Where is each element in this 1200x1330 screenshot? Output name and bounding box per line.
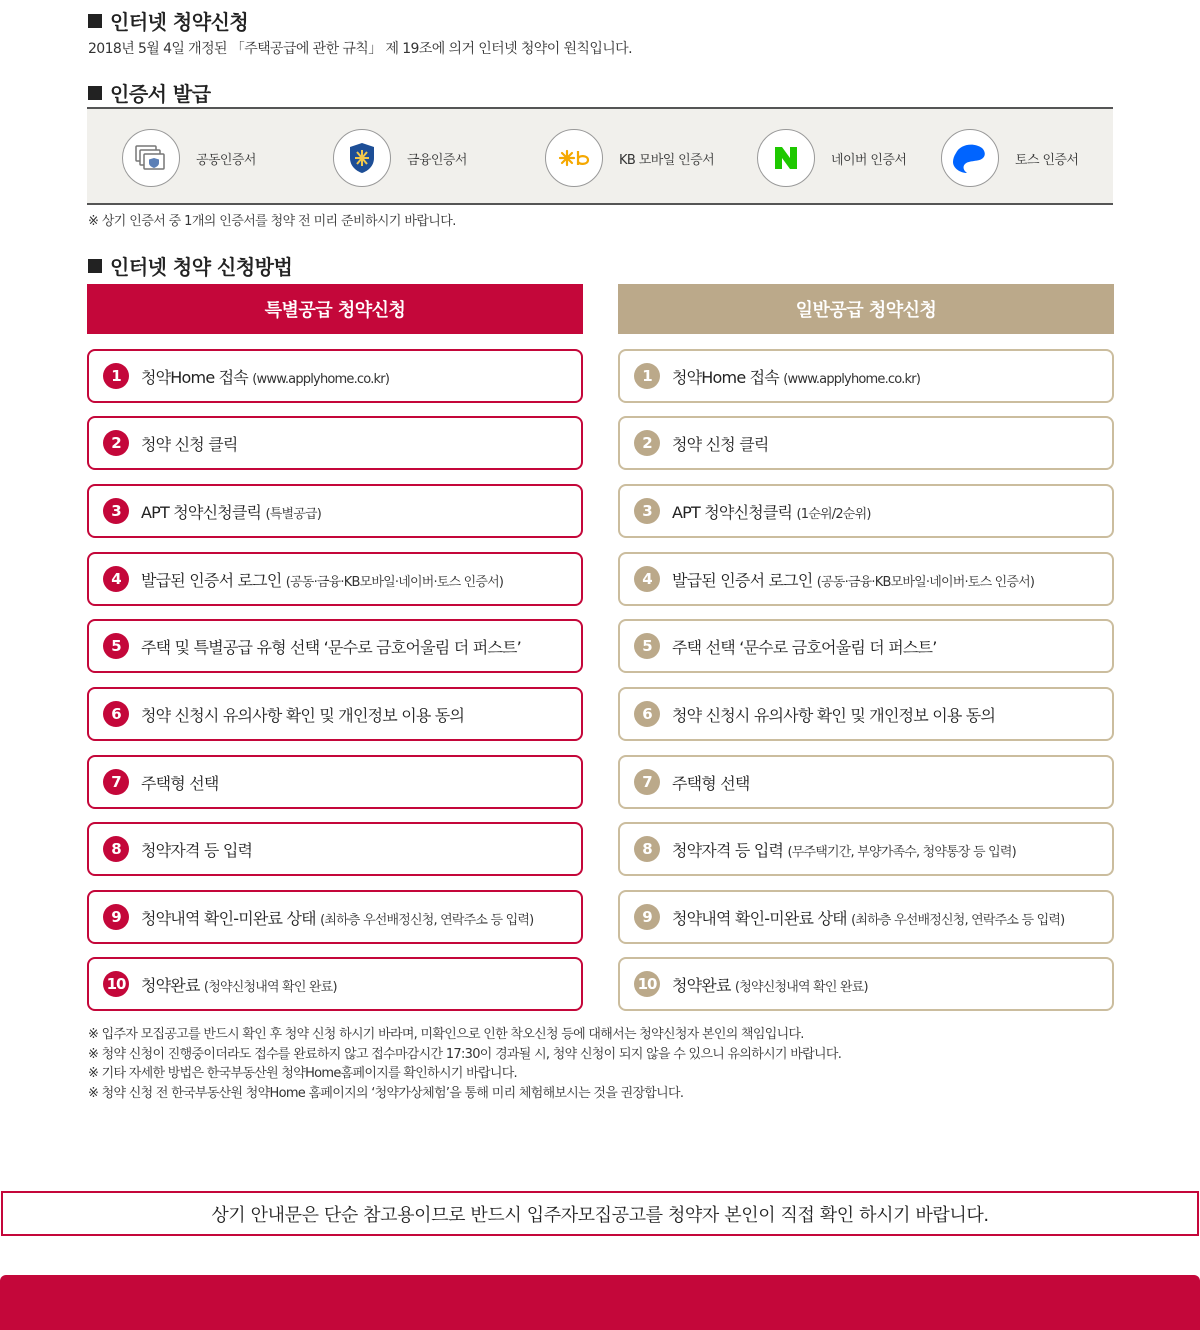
general-step-7: 7 주택형 선택 bbox=[618, 755, 1114, 809]
note-item: ※ 입주자 모집공고를 반드시 확인 후 청약 신청 하시기 바라며, 미확인으로 인한 착오신청 등에 대해서는 청약신청자 본인의 책임입니다. bbox=[88, 1027, 804, 1042]
step-number-badge: 5 bbox=[634, 633, 660, 659]
step-number-badge: 10 bbox=[634, 971, 660, 997]
step-number-badge: 7 bbox=[634, 769, 660, 795]
internet-application-description: 2018년 5월 4일 개정된 「주택공급에 관한 규칙」 제 19조에 의거 인터넷 청약이 원칙입니다. bbox=[88, 41, 632, 57]
step-number-badge: 3 bbox=[634, 498, 660, 524]
special-step-10: 10 청약완료 (청약신청내역 확인 완료) bbox=[87, 957, 583, 1011]
general-step-10: 10 청약완료 (청약신청내역 확인 완료) bbox=[618, 957, 1114, 1011]
step-number-badge: 2 bbox=[103, 430, 129, 456]
method-title: 인터넷 청약 신청방법 bbox=[88, 251, 292, 280]
cert-item-financial: 금융인증서 bbox=[333, 129, 467, 187]
toss-logo-icon bbox=[941, 129, 999, 187]
square-bullet-icon bbox=[88, 86, 102, 100]
step-number-badge: 5 bbox=[103, 633, 129, 659]
special-step-4: 4 발급된 인증서 로그인 (공동·금융·KB모바일·네이버·토스 인증서) bbox=[87, 552, 583, 606]
square-bullet-icon bbox=[88, 14, 102, 28]
step-number-badge: 9 bbox=[634, 904, 660, 930]
certificate-title: 인증서 발급 bbox=[88, 78, 211, 107]
special-step-2: 2 청약 신청 클릭 bbox=[87, 416, 583, 470]
step-number-badge: 6 bbox=[103, 701, 129, 727]
kb-logo-icon bbox=[545, 129, 603, 187]
note-item: ※ 청약 신청 전 한국부동산원 청약Home 홈페이지의 ‘청약가상체험’을 통해 미리 체험해보시는 것을 권장합니다. bbox=[88, 1085, 684, 1101]
step-number-badge: 2 bbox=[634, 430, 660, 456]
disclaimer-box: 상기 안내문은 단순 참고용이므로 반드시 입주자모집공고를 청약자 본인이 직접 확인 하시기 바랍니다. bbox=[1, 1191, 1199, 1236]
cert-item-kb: KB 모바일 인증서 bbox=[545, 129, 714, 187]
special-step-9: 9 청약내역 확인-미완료 상태 (최하층 우선배정신청, 연락주소 등 입력) bbox=[87, 890, 583, 944]
general-step-8: 8 청약자격 등 입력 (무주택기간, 부양가족수, 청약통장 등 입력) bbox=[618, 822, 1114, 876]
note-item: ※ 기타 자세한 방법은 한국부동산원 청약Home홈페이지를 확인하시기 바랍니다. bbox=[88, 1066, 517, 1081]
special-supply-header: 특별공급 청약신청 bbox=[87, 284, 583, 334]
general-supply-header: 일반공급 청약신청 bbox=[618, 284, 1114, 334]
step-number-badge: 6 bbox=[634, 701, 660, 727]
cert-item-joint: 공동인증서 bbox=[122, 129, 256, 187]
step-number-badge: 9 bbox=[103, 904, 129, 930]
step-number-badge: 7 bbox=[103, 769, 129, 795]
step-number-badge: 4 bbox=[103, 566, 129, 592]
naver-logo-icon bbox=[757, 129, 815, 187]
special-step-5: 5 주택 및 특별공급 유형 선택 ‘문수로 금호어울림 더 퍼스트’ bbox=[87, 619, 583, 673]
special-step-1: 1 청약Home 접속 (www.applyhome.co.kr) bbox=[87, 349, 583, 403]
general-step-2: 2 청약 신청 클릭 bbox=[618, 416, 1114, 470]
step-number-badge: 4 bbox=[634, 566, 660, 592]
internet-application-title: 인터넷 청약신청 bbox=[88, 6, 248, 35]
step-number-badge: 10 bbox=[103, 971, 129, 997]
footer-bar bbox=[0, 1275, 1200, 1330]
certificate-note: ※ 상기 인증서 중 1개의 인증서를 청약 전 미리 준비하시기 바랍니다. bbox=[88, 214, 456, 229]
cert-item-toss: 토스 인증서 bbox=[941, 129, 1078, 187]
notes-list bbox=[88, 1025, 841, 1103]
special-step-3: 3 APT 청약신청클릭 (특별공급) bbox=[87, 484, 583, 538]
general-step-9: 9 청약내역 확인-미완료 상태 (최하층 우선배정신청, 연락주소 등 입력) bbox=[618, 890, 1114, 944]
step-number-badge: 1 bbox=[103, 363, 129, 389]
certificate-panel bbox=[87, 107, 1113, 205]
general-step-4: 4 발급된 인증서 로그인 (공동·금융·KB모바일·네이버·토스 인증서) bbox=[618, 552, 1114, 606]
joint-certificate-icon bbox=[122, 129, 180, 187]
general-step-6: 6 청약 신청시 유의사항 확인 및 개인정보 이용 동의 bbox=[618, 687, 1114, 741]
step-number-badge: 3 bbox=[103, 498, 129, 524]
special-step-7: 7 주택형 선택 bbox=[87, 755, 583, 809]
special-step-6: 6 청약 신청시 유의사항 확인 및 개인정보 이용 동의 bbox=[87, 687, 583, 741]
step-number-badge: 8 bbox=[103, 836, 129, 862]
general-step-3: 3 APT 청약신청클릭 (1순위/2순위) bbox=[618, 484, 1114, 538]
step-number-badge: 8 bbox=[634, 836, 660, 862]
note-item: ※ 청약 신청이 진행중이더라도 접수를 완료하지 않고 접수마감시간 17:30이 경과될 시, 청약 신청이 되지 않을 수 있으니 유의하시기 바랍니다. bbox=[88, 1046, 842, 1062]
square-bullet-icon bbox=[88, 259, 102, 273]
step-number-badge: 1 bbox=[634, 363, 660, 389]
financial-certificate-icon bbox=[333, 129, 391, 187]
general-step-1: 1 청약Home 접속 (www.applyhome.co.kr) bbox=[618, 349, 1114, 403]
general-step-5: 5 주택 선택 ‘문수로 금호어울림 더 퍼스트’ bbox=[618, 619, 1114, 673]
special-step-8: 8 청약자격 등 입력 bbox=[87, 822, 583, 876]
cert-item-naver: 네이버 인증서 bbox=[757, 129, 906, 187]
